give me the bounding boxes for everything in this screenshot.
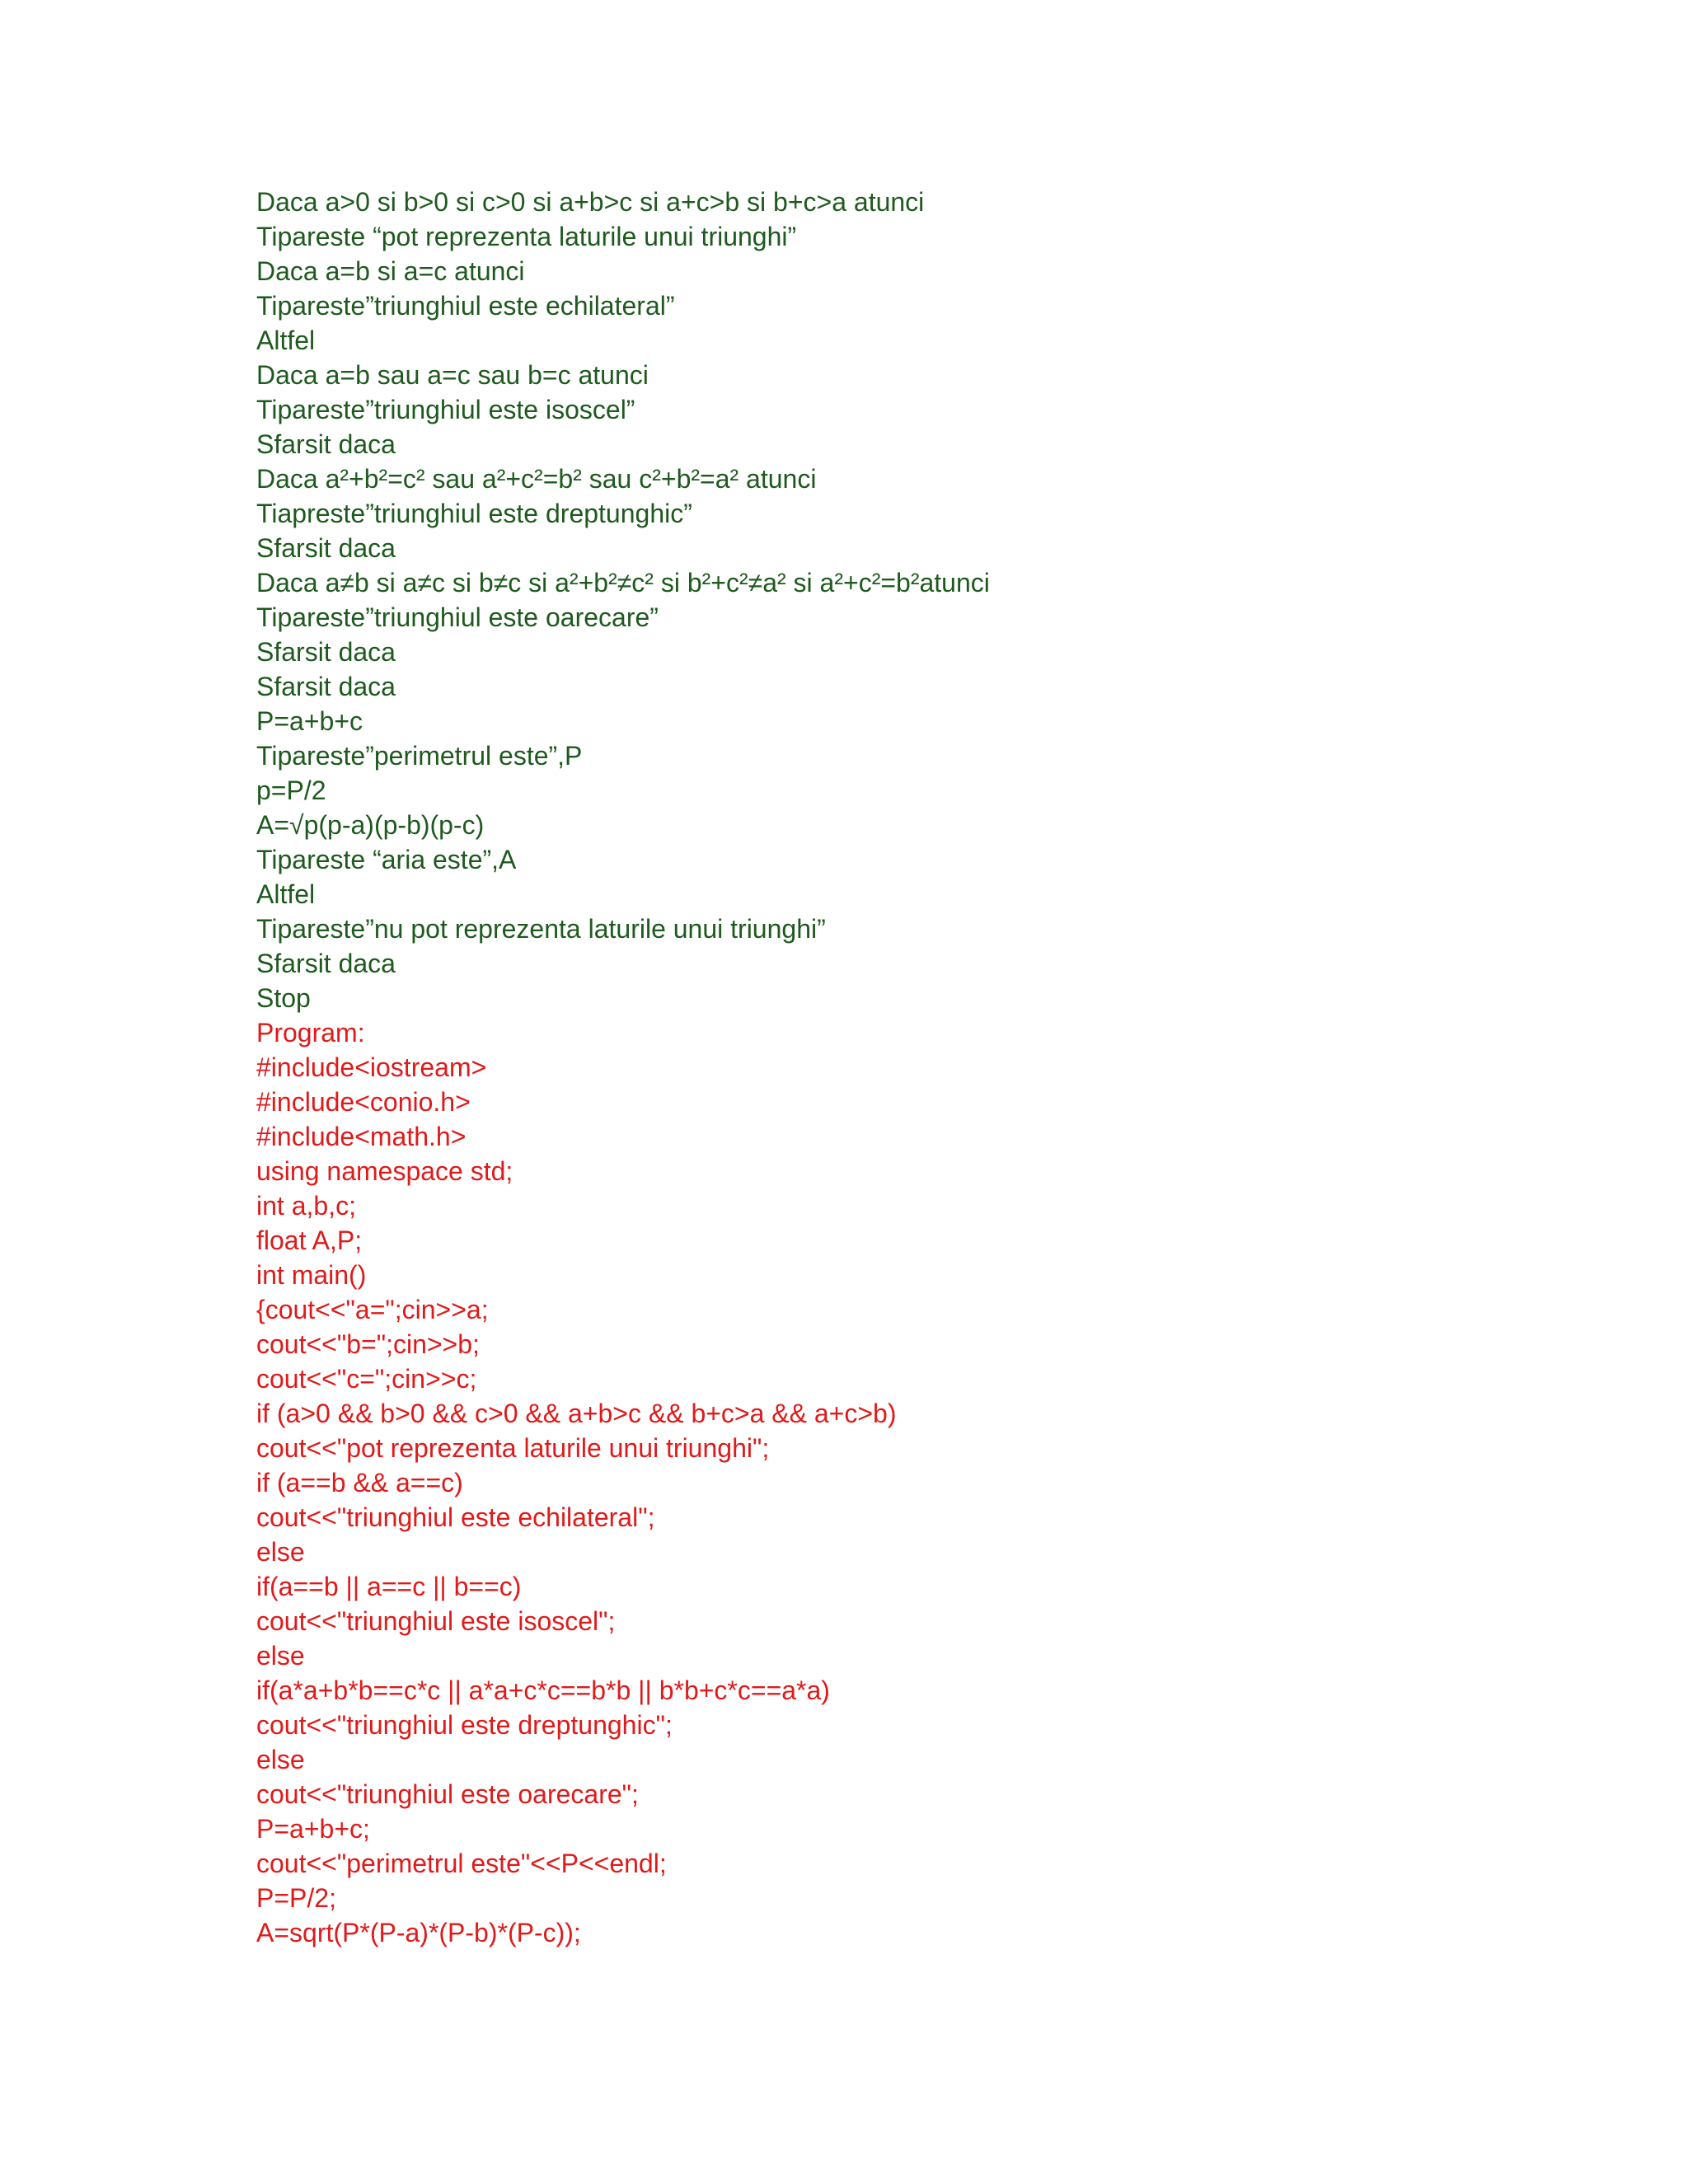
pseudocode-line: Sfarsit daca <box>256 672 396 701</box>
program-line: #include<math.h> <box>256 1122 467 1151</box>
program-line: float A,P; <box>256 1226 363 1255</box>
document-content <box>256 185 1575 1950</box>
program-line: {cout<<"a=";cin>>a; <box>256 1295 489 1324</box>
pseudocode-block <box>256 185 1575 1015</box>
pseudocode-line: Daca a≠b si a≠c si b≠c si a²+b²≠c² si b²+c²≠a² si a²+c²=b²atunci <box>256 568 990 598</box>
program-line: int a,b,c; <box>256 1191 356 1221</box>
pseudocode-line: Daca a=b si a=c atunci <box>256 256 525 286</box>
pseudocode-line: Daca a>0 si b>0 si c>0 si a+b>c si a+c>b si b+c>a atunci <box>256 187 925 217</box>
program-line: int main() <box>256 1260 367 1290</box>
pseudocode-line: Tipareste”nu pot reprezenta laturile unui triunghi” <box>256 914 826 944</box>
pseudocode-line: Tipareste “pot reprezenta laturile unui triunghi” <box>256 222 797 251</box>
pseudocode-line: Sfarsit daca <box>256 949 396 978</box>
pseudocode-line: Tipareste”perimetrul este”,P <box>256 741 583 771</box>
program-line: else <box>256 1537 305 1567</box>
program-line: P=P/2; <box>256 1883 336 1913</box>
pseudocode-line: Altfel <box>256 326 316 355</box>
program-line: if(a==b || a==c || b==c) <box>256 1572 522 1601</box>
pseudocode-line: A=√p(p-a)(p-b)(p-c) <box>256 810 485 840</box>
program-line: else <box>256 1745 305 1774</box>
pseudocode-line: Sfarsit daca <box>256 429 396 459</box>
pseudocode-line: p=P/2 <box>256 776 326 805</box>
program-line: using namespace std; <box>256 1156 513 1186</box>
pseudocode-line: Daca a²+b²=c² sau a²+c²=b² sau c²+b²=a² atunci <box>256 464 817 494</box>
program-line: cout<<"c=";cin>>c; <box>256 1364 477 1394</box>
program-line: cout<<"triunghiul este isoscel"; <box>256 1606 616 1636</box>
pseudocode-line: Tipareste”triunghiul este echilateral” <box>256 291 675 321</box>
pseudocode-line: P=a+b+c <box>256 706 363 736</box>
program-line: P=a+b+c; <box>256 1814 370 1844</box>
program-block <box>256 1015 1575 1950</box>
pseudocode-line: Tipareste”triunghiul este isoscel” <box>256 395 635 424</box>
program-line: if (a==b && a==c) <box>256 1468 463 1497</box>
program-line: A=sqrt(P*(P-a)*(P-b)*(P-c)); <box>256 1918 581 1947</box>
program-line: else <box>256 1641 305 1671</box>
program-line: #include<conio.h> <box>256 1087 471 1117</box>
program-line: cout<<"triunghiul este dreptunghic"; <box>256 1710 673 1740</box>
program-line: cout<<"triunghiul este echilateral"; <box>256 1502 655 1532</box>
pseudocode-line: Sfarsit daca <box>256 533 396 563</box>
program-line: if(a*a+b*b==c*c || a*a+c*c==b*b || b*b+c*c==a*a) <box>256 1675 830 1705</box>
program-line: #include<iostream> <box>256 1052 487 1082</box>
pseudocode-line: Daca a=b sau a=c sau b=c atunci <box>256 360 649 390</box>
program-line: cout<<"perimetrul este"<<P<<endl; <box>256 1849 667 1878</box>
pseudocode-line: Stop <box>256 983 311 1013</box>
program-line: cout<<"pot reprezenta laturile unui triunghi"; <box>256 1433 770 1463</box>
program-line: cout<<"b=";cin>>b; <box>256 1329 480 1359</box>
program-line: if (a>0 && b>0 && c>0 && a+b>c && b+c>a && a+c>b) <box>256 1399 897 1428</box>
pseudocode-line: Tipareste”triunghiul este oarecare” <box>256 602 659 632</box>
program-heading: Program: <box>256 1018 365 1047</box>
pseudocode-line: Tipareste “aria este”,A <box>256 845 517 874</box>
pseudocode-line: Sfarsit daca <box>256 637 396 667</box>
program-line: cout<<"triunghiul este oarecare"; <box>256 1779 639 1809</box>
pseudocode-line: Tiapreste”triunghiul este dreptunghic” <box>256 499 692 528</box>
pseudocode-line: Altfel <box>256 879 316 909</box>
